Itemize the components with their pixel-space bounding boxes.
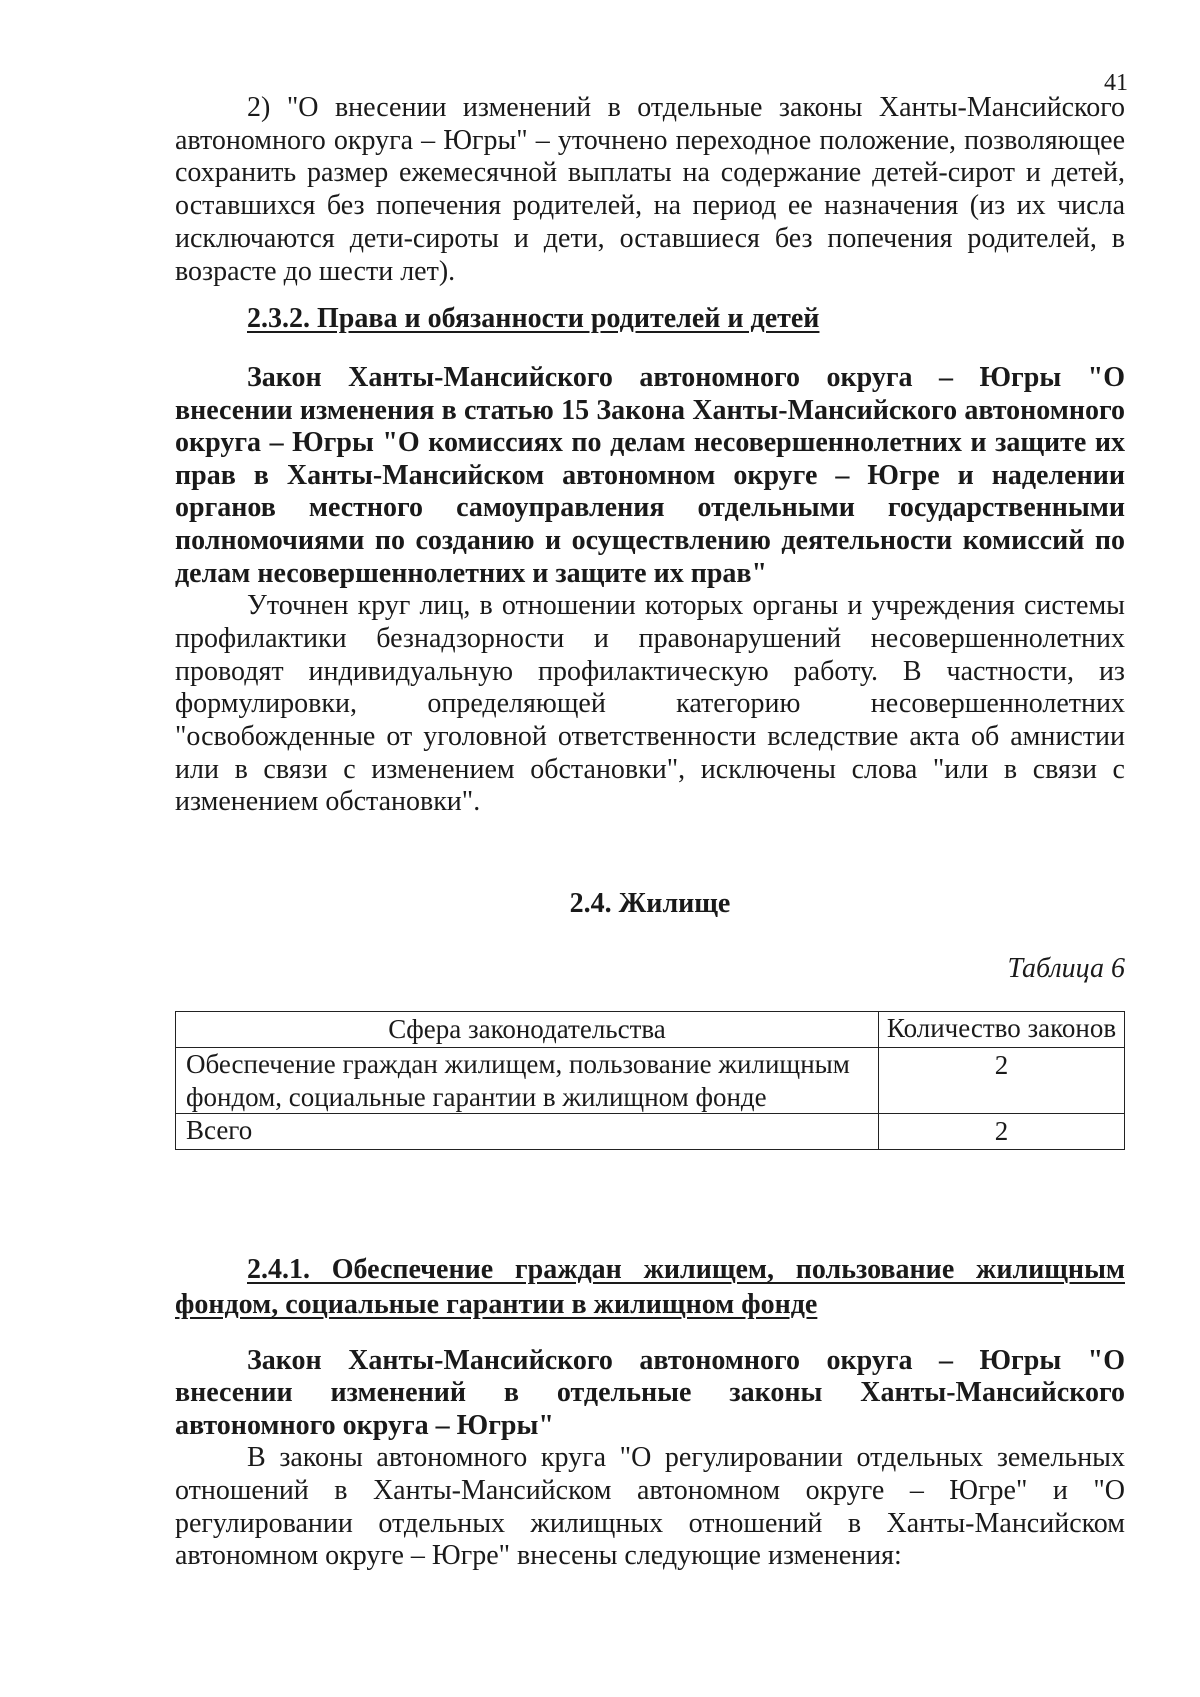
table-caption: Таблица 6 [1007,953,1125,984]
paragraph-1-block [175,92,1125,288]
row-sphere: Обеспечение граждан жилищем, пользование жилищным фондом, социальные гарантии в жилищном фонде [176,1048,879,1114]
paragraph-2: Уточнен круг лиц, в отношении которых органы и учреждения системы профилактики безнадзорности и правонарушений несовершеннолетних проводят индивидуальную профилактическую работу. В частности, из формулировки, определяющей категорию несовершеннолетних "освобожденные от уголовной ответственности вследствие акта об амнистии или в связи с изменением обстановки", исключены слова "или в связи с изменением обстановки". [175,590,1125,818]
law-2-block [175,1345,1125,1573]
header-count: Количество законов [879,1012,1125,1048]
total-label: Всего [176,1114,879,1150]
laws-count-table [175,1011,1125,1150]
section-2-4-1-heading: 2.4.1. Обеспечение граждан жилищем, пользование жилищным фондом, социальные гарантии в жилищном фонде [175,1254,1125,1320]
law-1-title: Закон Ханты-Мансийского автономного округа – Югры "О внесении изменения в статью 15 Закона Ханты-Мансийского автономного округа – Югры "О комиссиях по делам несовершеннолетних и защите их прав в Ханты-Мансийском автономном округе – Югре и наделении органов местного самоуправления отдельными государственными полномочиями по созданию и осуществлению деятельности комиссий по делам несовершеннолетних и защите их прав" [175,362,1125,589]
section-2-3-2-block [175,301,1125,336]
section-2-3-2-heading: 2.3.2. Права и обязанности родителей и детей [247,303,820,334]
total-count: 2 [879,1114,1125,1150]
paragraph-1: 2) "О внесении изменений в отдельные законы Ханты-Мансийского автономного округа – Югры" – уточнено переходное положение, позволяющее сохранить размер ежемесячной выплаты на содержание детей-сирот и детей, оставшихся без попечения родителей, на период ее назначения (из их числа исключаются дети-сироты и дети, оставшиеся без попечения родителей, в возрасте до шести лет). [175,92,1125,287]
table-row-total [176,1114,1125,1150]
section-2-4-heading: 2.4. Жилище [569,888,731,919]
row-count: 2 [879,1048,1125,1114]
page-number: 41 [1104,70,1128,96]
law-1-block [175,362,1125,819]
table-header-row [176,1012,1125,1048]
header-sphere: Сфера законодательства [176,1012,879,1048]
section-2-4-1-block [175,1252,1125,1322]
law-2-title: Закон Ханты-Мансийского автономного округа – Югры "О внесении изменений в отдельные законы Ханты-Мансийского автономного округа – Югры" [175,1345,1125,1441]
table-row [176,1048,1125,1114]
paragraph-3: В законы автономного круга "О регулировании отдельных земельных отношений в Ханты-Мансийском автономном округе – Югре" и "О регулировании отдельных жилищных отношений в Ханты-Мансийском автономном округе – Югре" внесены следующие изменения: [175,1442,1125,1572]
